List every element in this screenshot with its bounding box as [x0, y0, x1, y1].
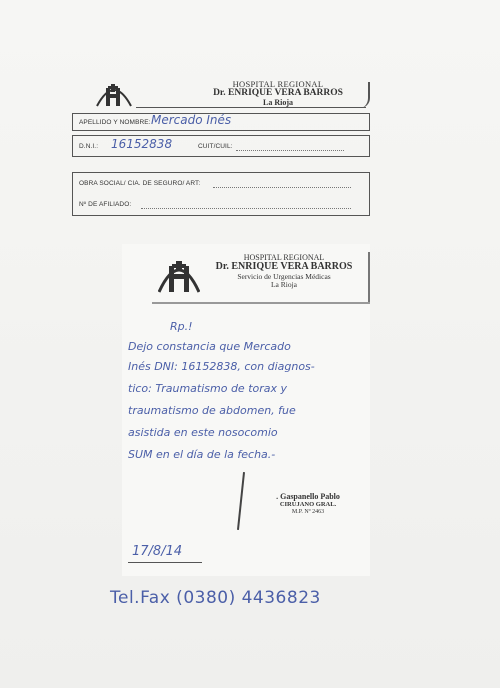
dni-label: D.N.I.:: [79, 143, 99, 150]
cert-hospital-line1: HOSPITAL REGIONAL: [243, 253, 325, 262]
hospital-name-line1: HOSPITAL REGIONAL: [232, 79, 324, 89]
hospital-logo-icon: [96, 80, 132, 108]
note-line-6: SUM en el día de la fecha.-: [128, 448, 276, 461]
note-line-4: traumatismo de abdomen, fue: [128, 404, 296, 417]
doctor-registration: M.P. Nº 2463: [291, 508, 325, 515]
affiliate-dotted-line: [141, 208, 351, 209]
doctor-name: . Gaspanello Pablo: [276, 492, 340, 501]
certificate-logo-icon: [158, 256, 200, 294]
doctor-stamp: [250, 492, 366, 516]
doctor-title: CIRUJANO GRAL.: [279, 501, 337, 509]
affiliate-label: Nº DE AFILIADO:: [79, 201, 132, 208]
cert-hospital-line2: Dr. ENRIQUE VERA BARROS: [215, 261, 353, 273]
cert-header-edge: [358, 252, 370, 302]
date-underline: [128, 562, 202, 563]
note-line-5: asistida en este nosocomio: [128, 426, 278, 439]
header-rule: [136, 107, 366, 108]
certificate-header: [152, 244, 370, 306]
name-field-box: [72, 113, 370, 131]
rp-mark: Rp.!: [170, 320, 193, 333]
insurance-field-box: [72, 172, 370, 216]
cert-header-rule: [152, 302, 370, 304]
cuit-dotted-line: [236, 150, 344, 151]
note-line-3: tico: Traumatismo de torax y: [128, 382, 288, 395]
dni-field-box: [72, 135, 370, 157]
form-header: [96, 78, 368, 112]
cuit-label: CUIT/CUIL:: [198, 143, 233, 150]
certificate-date: 17/8/14: [132, 544, 183, 559]
name-label: APELLIDO Y NOMBRE:: [79, 119, 151, 126]
cert-service: Servicio de Urgencias Médicas: [237, 271, 331, 281]
medical-certificate: [122, 244, 370, 576]
cert-city: La Rioja: [270, 279, 298, 289]
note-line-1: Dejo constancia que Mercado: [128, 340, 291, 353]
phone-fax-note: Tel.Fax (0380) 4436823: [110, 588, 321, 608]
hospital-city: La Rioja: [263, 97, 293, 107]
note-line-2: Inés DNI: 16152838, con diagnos-: [128, 360, 315, 373]
dni-value: 16152838: [111, 137, 173, 151]
signature-mark: [237, 472, 245, 530]
name-value: Mercado Inés: [151, 113, 232, 127]
hospital-name-line2: Dr. ENRIQUE VERA BARROS: [213, 87, 343, 98]
insurance-label: OBRA SOCIAL/ CIA. DE SEGURO/ ART:: [79, 180, 201, 187]
insurance-dotted-line: [213, 187, 351, 188]
